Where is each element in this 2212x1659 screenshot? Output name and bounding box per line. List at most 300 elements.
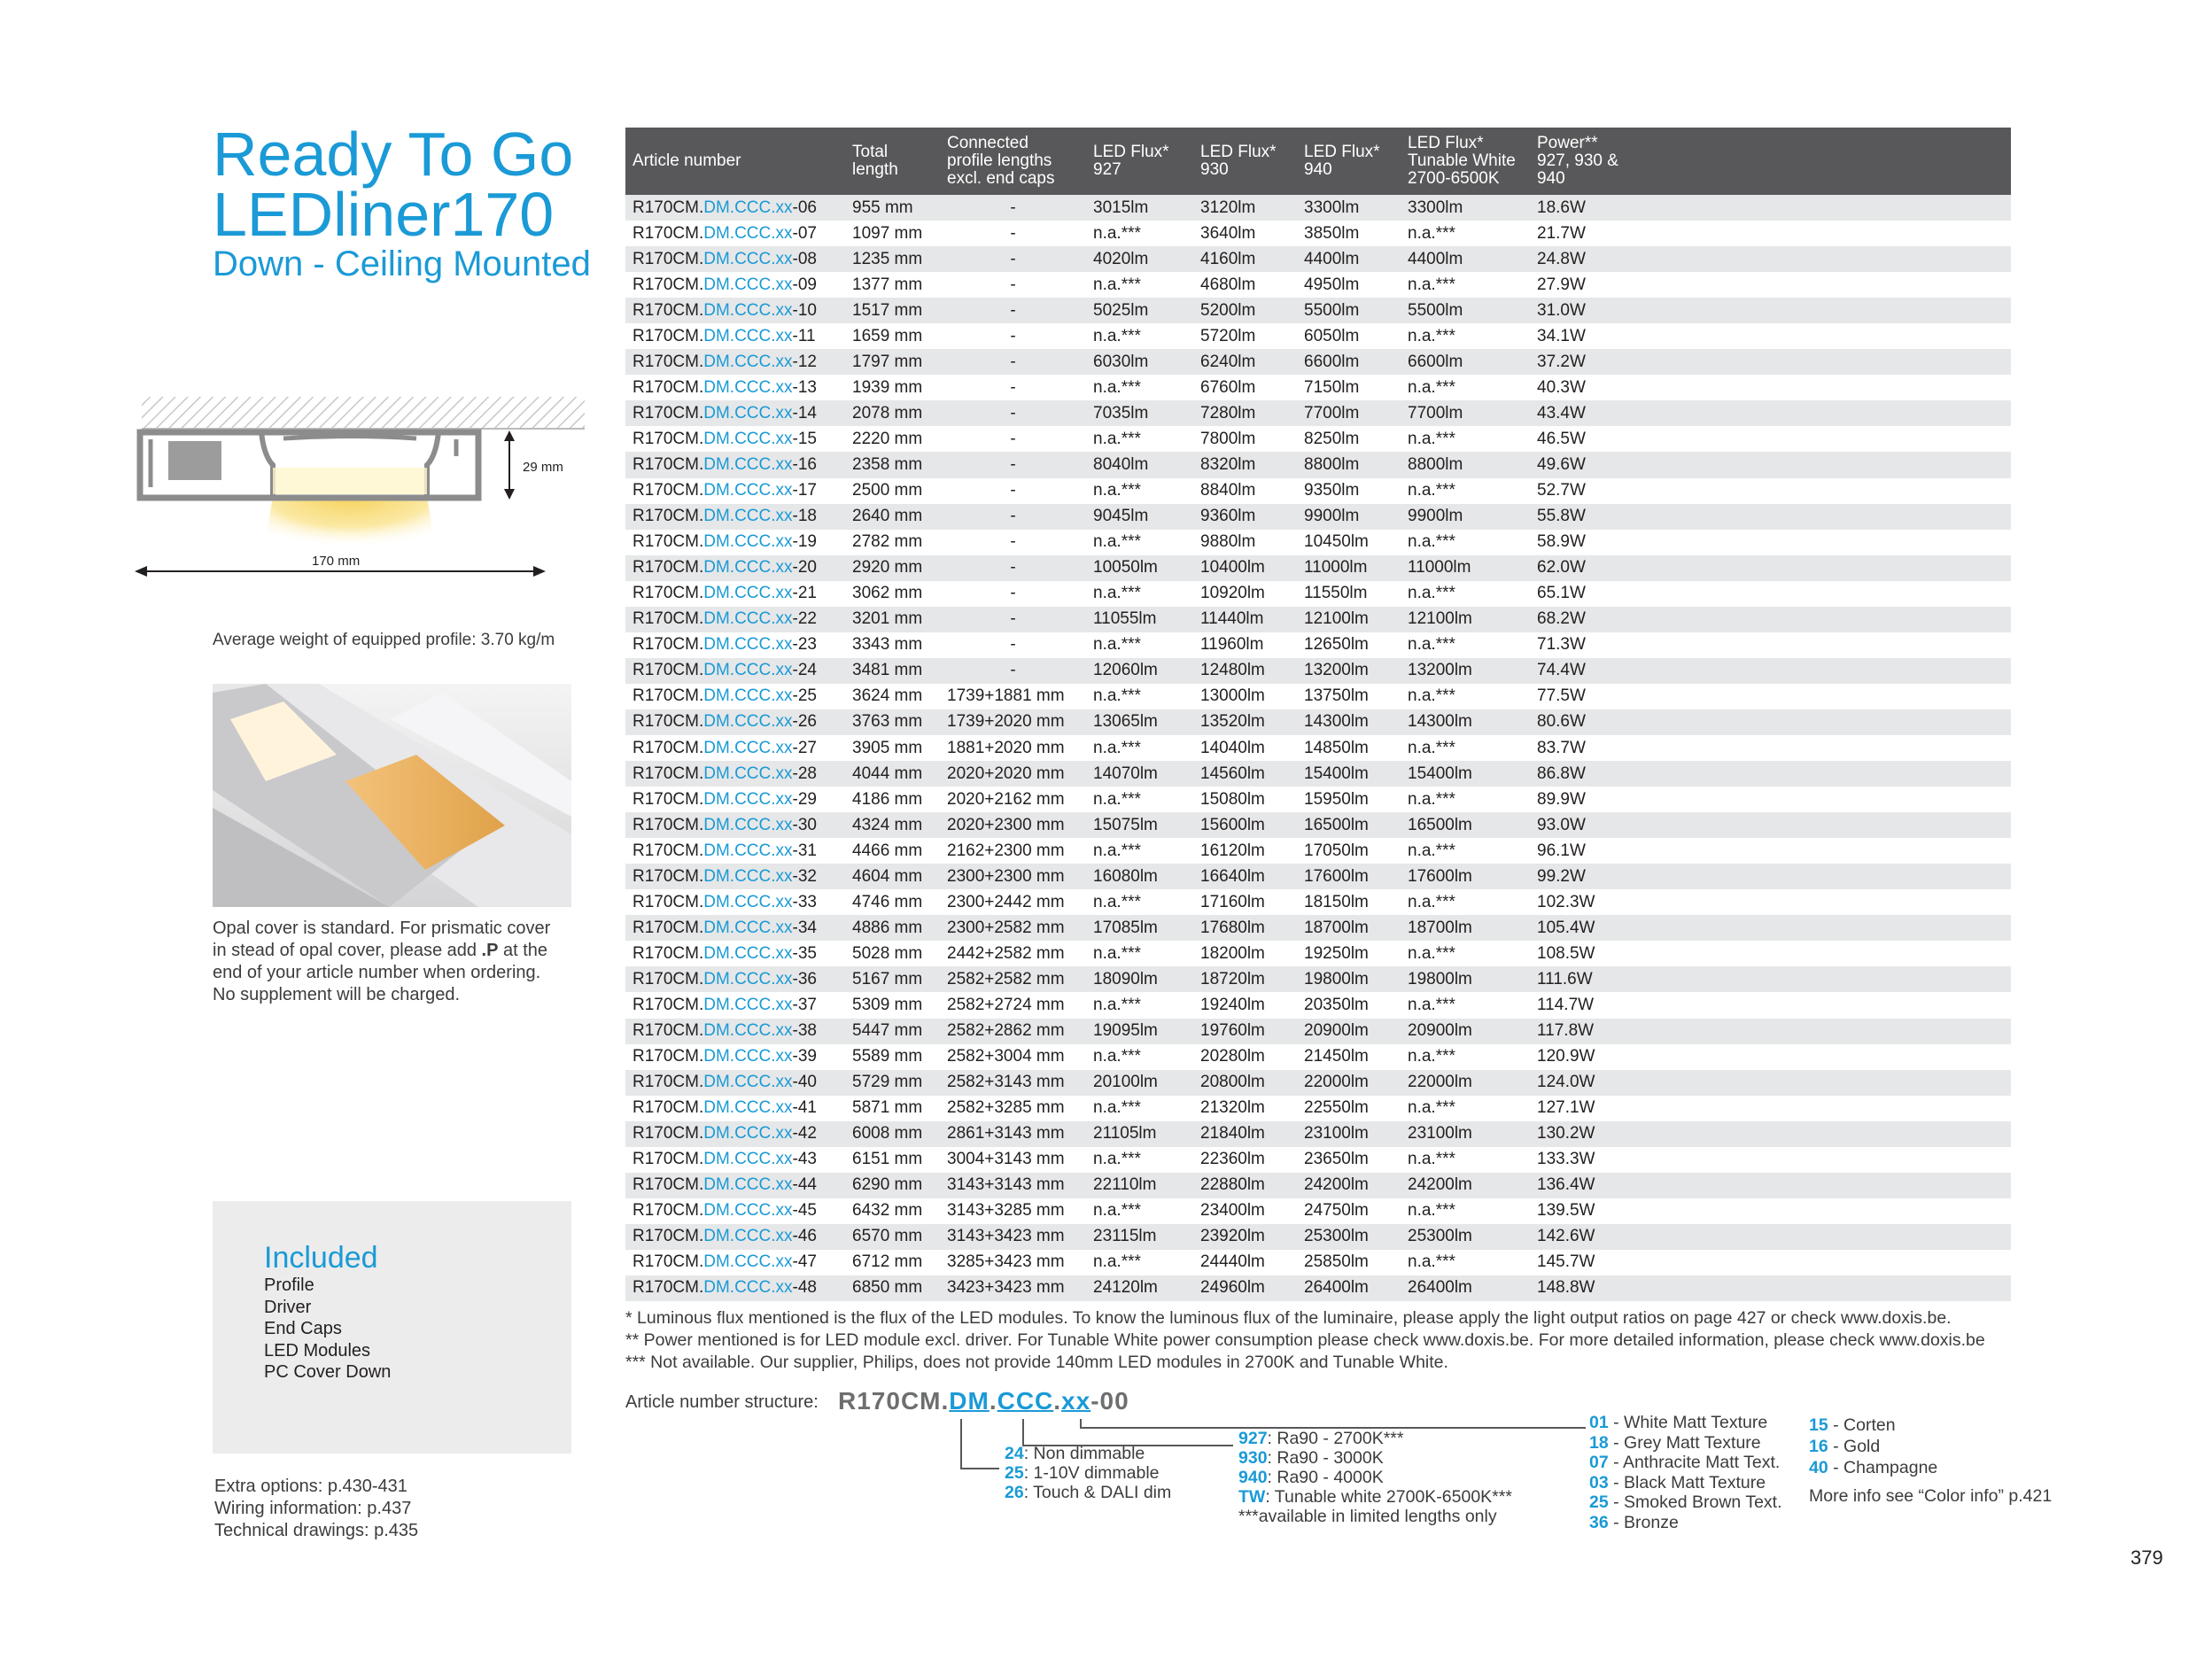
cell-flux-930: 16120lm: [1200, 841, 1265, 860]
cell-flux-930: 8320lm: [1193, 452, 1297, 477]
table-row: [625, 941, 2011, 966]
cell-flux-tunable-white: 4400lm: [1401, 246, 1530, 272]
cell-flux-930: 10920lm: [1200, 584, 1265, 603]
footnotes: [625, 1307, 1985, 1374]
cell-flux-930: 6760lm: [1200, 377, 1256, 397]
cell-flux-930: 20800lm: [1193, 1070, 1297, 1096]
cell-total-length: 3624 mm: [852, 686, 923, 706]
cct-option: 940: Ra90 - 4000K: [1238, 1468, 1384, 1487]
table-row: [625, 581, 2011, 607]
cell-power: 34.1W: [1537, 326, 1586, 345]
cell-power: 62.0W: [1530, 555, 2011, 581]
cell-flux-927: 22110lm: [1086, 1173, 1193, 1198]
cell-flux-940: 21450lm: [1304, 1047, 1369, 1066]
cell-total-length: 4886 mm: [845, 915, 940, 941]
cell-flux-tunable-white: 18700lm: [1401, 915, 1530, 941]
cell-total-length: 1097 mm: [852, 223, 923, 243]
cell-flux-927: n.a.***: [1093, 223, 1141, 243]
cell-total-length: 6290 mm: [845, 1173, 940, 1198]
cell-flux-tunable-white: n.a.***: [1408, 275, 1455, 294]
cell-flux-tunable-white: n.a.***: [1408, 1047, 1455, 1066]
cell-flux-940: 7150lm: [1304, 377, 1360, 397]
col-header-connected-lengths: Connected profile lengths excl. end caps: [940, 128, 1086, 195]
code-dot: .: [1053, 1387, 1062, 1415]
table-row: [625, 1147, 2011, 1173]
cell-flux-930: 23400lm: [1200, 1201, 1265, 1221]
col-header-article: Article number: [625, 128, 845, 195]
cell-connected-lengths: -: [940, 349, 1086, 375]
cell-flux-tunable-white: n.a.***: [1408, 429, 1455, 448]
cell-flux-tunable-white: n.a.***: [1408, 584, 1455, 603]
cell-flux-tunable-white: n.a.***: [1408, 1098, 1455, 1118]
cell-flux-tunable-white: 5500lm: [1401, 298, 1530, 323]
cell-article-number: R170CM.DM.CCC.xx-43: [633, 1150, 817, 1169]
cell-power: 49.6W: [1530, 452, 2011, 477]
wiring-info-ref: Wiring information: p.437: [214, 1499, 412, 1518]
cell-total-length: 1659 mm: [852, 326, 923, 345]
cell-total-length: 5167 mm: [845, 966, 940, 992]
cell-connected-lengths: -: [940, 607, 1086, 632]
table-header-row: [625, 128, 2011, 195]
cell-flux-927: n.a.***: [1093, 1047, 1141, 1066]
cell-flux-927: 9045lm: [1086, 504, 1193, 530]
dimming-option: 24: Non dimmable: [1005, 1444, 1145, 1463]
cell-flux-930: 8840lm: [1200, 481, 1256, 500]
cell-flux-927: 15075lm: [1086, 812, 1193, 838]
cell-flux-927: 6030lm: [1086, 349, 1193, 375]
cell-power: 139.5W: [1537, 1201, 1595, 1221]
list-item: LED Modules: [264, 1340, 371, 1361]
cell-power: 136.4W: [1530, 1173, 2011, 1198]
cell-flux-927: n.a.***: [1093, 686, 1141, 706]
page-subtitle: Down - Ceiling Mounted: [213, 244, 591, 283]
cell-article-number: R170CM.DM.CCC.xx-30: [625, 812, 845, 838]
cct-note: ***available in limited lengths only: [1238, 1507, 1497, 1526]
cell-connected-lengths: -: [1010, 635, 1016, 655]
color-option: 16 - Gold: [1809, 1437, 1881, 1456]
cell-power: 74.4W: [1530, 658, 2011, 684]
cell-flux-930: 22360lm: [1200, 1150, 1265, 1169]
color-option: 03 - Black Matt Texture: [1589, 1472, 1766, 1492]
cell-article-number: R170CM.DM.CCC.xx-45: [633, 1201, 817, 1221]
cell-power: 83.7W: [1537, 738, 1586, 757]
weight-note: Average weight of equipped profile: 3.70 kg/m: [213, 631, 555, 649]
list-item: Profile: [264, 1275, 314, 1295]
page-number: 379: [2131, 1547, 2163, 1569]
code-suffix: -00: [1090, 1387, 1129, 1415]
cell-connected-lengths: -: [940, 452, 1086, 477]
cell-flux-927: n.a.***: [1093, 584, 1141, 603]
cell-connected-lengths: -: [1010, 377, 1016, 397]
cell-flux-940: 20900lm: [1297, 1019, 1401, 1044]
cell-flux-tunable-white: n.a.***: [1408, 223, 1455, 243]
cell-article-number: R170CM.DM.CCC.xx-48: [625, 1275, 845, 1301]
cell-article-number: R170CM.DM.CCC.xx-11: [633, 326, 816, 345]
cell-flux-tunable-white: n.a.***: [1408, 738, 1455, 757]
cell-flux-tunable-white: n.a.***: [1408, 635, 1455, 655]
table-row: [625, 787, 2011, 812]
cell-flux-tunable-white: n.a.***: [1408, 943, 1455, 963]
cell-connected-lengths: 3423+3423 mm: [940, 1275, 1086, 1301]
cell-flux-940: 12650lm: [1304, 635, 1369, 655]
cell-flux-927: n.a.***: [1093, 429, 1141, 448]
extra-options-ref: Extra options: p.430-431: [214, 1477, 407, 1496]
table-row: [625, 426, 2011, 452]
cell-flux-927: 10050lm: [1086, 555, 1193, 581]
cell-flux-930: 12480lm: [1193, 658, 1297, 684]
cover-note-line3: end of your article number when ordering.: [213, 963, 541, 982]
cell-connected-lengths: 2442+2582 mm: [947, 943, 1065, 963]
cct-option: TW: Tunable white 2700K-6500K***: [1238, 1487, 1512, 1507]
cell-flux-940: 9900lm: [1297, 504, 1401, 530]
cell-total-length: 6712 mm: [852, 1252, 923, 1272]
cell-flux-940: 8800lm: [1297, 452, 1401, 477]
cell-connected-lengths: 2020+2020 mm: [940, 761, 1086, 787]
table-body: [625, 195, 2011, 1301]
cell-flux-tunable-white: 6600lm: [1401, 349, 1530, 375]
cell-flux-927: n.a.***: [1093, 532, 1141, 552]
cell-flux-930: 9360lm: [1193, 504, 1297, 530]
cell-flux-tunable-white: 24200lm: [1401, 1173, 1530, 1198]
table-row: [625, 452, 2011, 477]
cell-flux-927: n.a.***: [1093, 943, 1141, 963]
color-option: 15 - Corten: [1809, 1415, 1896, 1435]
cell-flux-940: 3850lm: [1304, 223, 1360, 243]
table-row: [625, 1121, 2011, 1147]
cell-flux-940: 7700lm: [1297, 400, 1401, 426]
cell-power: 80.6W: [1530, 709, 2011, 735]
cover-note-line4: No supplement will be charged.: [213, 985, 461, 1004]
cell-article-number: R170CM.DM.CCC.xx-40: [625, 1070, 845, 1096]
cell-flux-927: 19095lm: [1086, 1019, 1193, 1044]
cell-total-length: 5309 mm: [852, 995, 923, 1014]
cell-total-length: 2500 mm: [852, 481, 923, 500]
cell-flux-tunable-white: 3300lm: [1401, 195, 1530, 221]
cell-connected-lengths: 2582+3143 mm: [940, 1070, 1086, 1096]
cell-flux-930: 5720lm: [1200, 326, 1256, 345]
cell-flux-927: 13065lm: [1086, 709, 1193, 735]
table-row: [625, 400, 2011, 426]
cell-flux-927: n.a.***: [1093, 1150, 1141, 1169]
cover-note-line2: [213, 940, 550, 962]
cell-article-number: R170CM.DM.CCC.xx-47: [633, 1252, 817, 1272]
cell-flux-930: 11440lm: [1193, 607, 1297, 632]
table-row: [625, 1173, 2011, 1198]
cell-article-number: R170CM.DM.CCC.xx-37: [633, 995, 817, 1014]
table-row: [625, 530, 2011, 555]
cell-flux-940: 3300lm: [1297, 195, 1401, 221]
code-dimming-segment: DM: [949, 1387, 990, 1415]
cell-flux-tunable-white: 12100lm: [1401, 607, 1530, 632]
cell-flux-940: 18700lm: [1297, 915, 1401, 941]
cell-flux-tunable-white: n.a.***: [1408, 1150, 1455, 1169]
cell-flux-927: 7035lm: [1086, 400, 1193, 426]
cell-flux-930: 19240lm: [1200, 995, 1265, 1014]
cell-total-length: 3343 mm: [852, 635, 923, 655]
cell-article-number: R170CM.DM.CCC.xx-39: [633, 1047, 817, 1066]
cell-total-length: 2220 mm: [852, 429, 923, 448]
cell-flux-930: 23920lm: [1193, 1224, 1297, 1250]
cell-power: 117.8W: [1530, 1019, 2011, 1044]
included-title: Included: [264, 1241, 378, 1275]
cell-flux-tunable-white: 15400lm: [1401, 761, 1530, 787]
table-row: [625, 221, 2011, 246]
cell-flux-940: 23650lm: [1304, 1150, 1369, 1169]
cell-flux-940: 8250lm: [1304, 429, 1360, 448]
cell-flux-927: 14070lm: [1086, 761, 1193, 787]
cell-flux-940: 11000lm: [1297, 555, 1401, 581]
cell-connected-lengths: -: [940, 504, 1086, 530]
cell-power: 24.8W: [1530, 246, 2011, 272]
table-row: [625, 838, 2011, 864]
cell-flux-940: 25300lm: [1297, 1224, 1401, 1250]
cell-flux-940: 10450lm: [1304, 532, 1369, 552]
cell-connected-lengths: 2300+2300 mm: [940, 864, 1086, 889]
cell-flux-940: 14850lm: [1304, 738, 1369, 757]
table-row: [625, 915, 2011, 941]
cell-connected-lengths: -: [1010, 481, 1016, 500]
cell-flux-930: 22880lm: [1193, 1173, 1297, 1198]
cell-article-number: R170CM.DM.CCC.xx-36: [625, 966, 845, 992]
cell-flux-940: 23100lm: [1297, 1121, 1401, 1147]
cell-article-number: R170CM.DM.CCC.xx-29: [633, 789, 817, 809]
cell-flux-927: n.a.***: [1093, 377, 1141, 397]
cell-flux-930: 10400lm: [1193, 555, 1297, 581]
footnote-flux: * Luminous flux mentioned is the flux of the LED modules. To know the luminous flux of the luminaire, please apply the light output ratios on page 427 or check www.doxis.be.: [625, 1308, 1952, 1328]
cover-note: [213, 918, 550, 1006]
cell-flux-930: 14560lm: [1193, 761, 1297, 787]
cell-article-number: R170CM.DM.CCC.xx-10: [625, 298, 845, 323]
cell-total-length: 2078 mm: [845, 400, 940, 426]
cell-power: 133.3W: [1537, 1150, 1595, 1169]
code-prefix: R170CM.: [838, 1387, 950, 1415]
cell-connected-lengths: 2861+3143 mm: [940, 1121, 1086, 1147]
cell-total-length: 955 mm: [845, 195, 940, 221]
cell-flux-940: 22550lm: [1304, 1098, 1369, 1118]
code-cct-segment: CCC: [997, 1387, 1054, 1415]
cell-flux-927: 4020lm: [1086, 246, 1193, 272]
cell-connected-lengths: 1739+2020 mm: [940, 709, 1086, 735]
cell-flux-927: n.a.***: [1093, 995, 1141, 1014]
cell-flux-927: n.a.***: [1093, 275, 1141, 294]
cover-note-line1: Opal cover is standard. For prismatic cover: [213, 919, 551, 938]
cell-connected-lengths: 3143+3143 mm: [940, 1173, 1086, 1198]
cct-legend: [1238, 1429, 1512, 1526]
cell-flux-tunable-white: 14300lm: [1401, 709, 1530, 735]
cell-flux-tunable-white: 25300lm: [1401, 1224, 1530, 1250]
table-row: [625, 504, 2011, 530]
table-row: [625, 889, 2011, 915]
cell-flux-930: 16640lm: [1193, 864, 1297, 889]
cell-power: 130.2W: [1530, 1121, 2011, 1147]
cell-flux-tunable-white: n.a.***: [1408, 1201, 1455, 1221]
table-row: [625, 298, 2011, 323]
cell-power: 52.7W: [1537, 481, 1586, 500]
cell-total-length: 4044 mm: [845, 761, 940, 787]
footnote-power: ** Power mentioned is for LED module excl. driver. For Tunable White power consumption please check www.doxis.be. For more detailed information, please check www.doxis.be: [625, 1330, 1985, 1350]
cell-power: 27.9W: [1537, 275, 1586, 294]
dimming-option: 26: Touch & DALI dim: [1005, 1483, 1172, 1502]
cell-flux-tunable-white: n.a.***: [1408, 841, 1455, 860]
table-row: [625, 709, 2011, 735]
cell-flux-927: n.a.***: [1093, 738, 1141, 757]
cell-connected-lengths: -: [940, 195, 1086, 221]
cell-flux-930: 24440lm: [1200, 1252, 1265, 1272]
cell-total-length: 3905 mm: [852, 738, 923, 757]
code-color-segment: xx: [1061, 1387, 1091, 1415]
table-row: [625, 1019, 2011, 1044]
table-row: [625, 1044, 2011, 1070]
cell-flux-tunable-white: n.a.***: [1408, 377, 1455, 397]
cell-power: 111.6W: [1530, 966, 2011, 992]
cell-connected-lengths: 2300+2442 mm: [947, 892, 1065, 911]
cell-article-number: R170CM.DM.CCC.xx-32: [625, 864, 845, 889]
cell-flux-927: 17085lm: [1086, 915, 1193, 941]
cell-power: 148.8W: [1530, 1275, 2011, 1301]
cell-flux-tunable-white: 26400lm: [1401, 1275, 1530, 1301]
width-dimension-label: 170 mm: [312, 554, 361, 569]
cell-flux-927: n.a.***: [1093, 1201, 1141, 1221]
table-row: [625, 555, 2011, 581]
cell-flux-tunable-white: 23100lm: [1401, 1121, 1530, 1147]
cell-flux-tunable-white: n.a.***: [1408, 995, 1455, 1014]
table-row: [625, 375, 2011, 400]
cell-power: 108.5W: [1537, 943, 1595, 963]
cell-flux-940: 19250lm: [1304, 943, 1369, 963]
cell-total-length: 1797 mm: [845, 349, 940, 375]
cell-connected-lengths: 3143+3285 mm: [947, 1201, 1065, 1221]
prismatic-suffix: .P: [481, 941, 499, 960]
cell-flux-927: n.a.***: [1093, 789, 1141, 809]
extra-references: [214, 1476, 418, 1542]
cell-connected-lengths: 1881+2020 mm: [947, 738, 1065, 757]
cell-flux-930: 24960lm: [1193, 1275, 1297, 1301]
cell-article-number: R170CM.DM.CCC.xx-07: [633, 223, 817, 243]
cell-flux-940: 18150lm: [1304, 892, 1369, 911]
color-option: 18 - Grey Matt Texture: [1589, 1432, 1761, 1453]
cell-article-number: R170CM.DM.CCC.xx-21: [633, 584, 817, 603]
code-dot: .: [989, 1387, 997, 1415]
list-item: End Caps: [264, 1319, 342, 1338]
cell-flux-tunable-white: n.a.***: [1408, 892, 1455, 911]
cell-flux-tunable-white: n.a.***: [1408, 789, 1455, 809]
cell-article-number: R170CM.DM.CCC.xx-28: [625, 761, 845, 787]
cell-total-length: 1939 mm: [852, 377, 923, 397]
cell-connected-lengths: 3004+3143 mm: [947, 1150, 1065, 1169]
cell-power: 31.0W: [1530, 298, 2011, 323]
cell-power: 43.4W: [1530, 400, 2011, 426]
cell-connected-lengths: 2020+2162 mm: [947, 789, 1065, 809]
col-header-flux-927: LED Flux* 927: [1086, 128, 1193, 195]
cell-connected-lengths: -: [940, 400, 1086, 426]
cell-flux-tunable-white: 11000lm: [1401, 555, 1530, 581]
cell-power: 142.6W: [1530, 1224, 2011, 1250]
cell-flux-927: 5025lm: [1086, 298, 1193, 323]
cover-note-line2a: in stead of opal cover, please add: [213, 941, 482, 960]
cell-flux-940: 15950lm: [1304, 789, 1369, 809]
cell-connected-lengths: -: [1010, 275, 1016, 294]
cell-flux-940: 25850lm: [1304, 1252, 1369, 1272]
cell-flux-940: 13200lm: [1297, 658, 1401, 684]
cell-power: 58.9W: [1537, 532, 1586, 552]
cell-article-number: R170CM.DM.CCC.xx-18: [625, 504, 845, 530]
cell-flux-940: 5500lm: [1297, 298, 1401, 323]
cell-article-number: R170CM.DM.CCC.xx-08: [625, 246, 845, 272]
cell-flux-930: 18200lm: [1200, 943, 1265, 963]
cell-flux-930: 15600lm: [1193, 812, 1297, 838]
cell-total-length: 4604 mm: [845, 864, 940, 889]
cell-connected-lengths: -: [940, 298, 1086, 323]
cell-flux-tunable-white: 7700lm: [1401, 400, 1530, 426]
cell-total-length: 2640 mm: [845, 504, 940, 530]
structure-label: Article number structure:: [625, 1392, 819, 1412]
cell-article-number: R170CM.DM.CCC.xx-09: [633, 275, 817, 294]
cell-flux-930: 3120lm: [1193, 195, 1297, 221]
cell-article-number: R170CM.DM.CCC.xx-41: [633, 1098, 817, 1118]
cell-power: 102.3W: [1537, 892, 1595, 911]
cell-flux-940: 6050lm: [1304, 326, 1360, 345]
col-header-total-length: Total length: [845, 128, 940, 195]
cell-total-length: 4466 mm: [852, 841, 923, 860]
cell-total-length: 2358 mm: [845, 452, 940, 477]
table-row: [625, 323, 2011, 349]
cell-flux-930: 17160lm: [1200, 892, 1265, 911]
cell-flux-927: n.a.***: [1093, 841, 1141, 860]
cell-connected-lengths: -: [1010, 584, 1016, 603]
cct-option: 927: Ra90 - 2700K***: [1238, 1429, 1404, 1448]
cell-power: 105.4W: [1530, 915, 2011, 941]
cell-flux-tunable-white: 9900lm: [1401, 504, 1530, 530]
cell-total-length: 5729 mm: [845, 1070, 940, 1096]
list-item: PC Cover Down: [264, 1362, 392, 1382]
cell-flux-927: 18090lm: [1086, 966, 1193, 992]
table-row: [625, 349, 2011, 375]
cell-article-number: R170CM.DM.CCC.xx-35: [633, 943, 817, 963]
profile-cross-section-diagram: [106, 390, 629, 585]
cell-article-number: R170CM.DM.CCC.xx-44: [625, 1173, 845, 1198]
cell-flux-930: 4160lm: [1193, 246, 1297, 272]
col-header-flux-tunable-white: LED Flux* Tunable White 2700-6500K: [1401, 128, 1530, 195]
cell-flux-940: 14300lm: [1297, 709, 1401, 735]
cell-flux-927: 23115lm: [1086, 1224, 1193, 1250]
cell-total-length: 6570 mm: [845, 1224, 940, 1250]
cell-total-length: 4746 mm: [852, 892, 923, 911]
table-row: [625, 478, 2011, 504]
cell-flux-940: 11550lm: [1304, 584, 1368, 603]
cell-flux-927: n.a.***: [1093, 892, 1141, 911]
cell-flux-tunable-white: 8800lm: [1401, 452, 1530, 477]
cell-article-number: R170CM.DM.CCC.xx-33: [633, 892, 817, 911]
technical-drawings-ref: Technical drawings: p.435: [214, 1521, 419, 1540]
cell-article-number: R170CM.DM.CCC.xx-12: [625, 349, 845, 375]
cell-article-number: R170CM.DM.CCC.xx-14: [625, 400, 845, 426]
color-info-ref: More info see “Color info” p.421: [1809, 1486, 2053, 1506]
cell-power: 145.7W: [1537, 1252, 1595, 1272]
cell-flux-927: 12060lm: [1086, 658, 1193, 684]
cell-flux-930: 5200lm: [1193, 298, 1297, 323]
cell-flux-930: 7800lm: [1200, 429, 1256, 448]
cell-total-length: 5871 mm: [852, 1098, 923, 1118]
table-row: [625, 607, 2011, 632]
cell-flux-940: 19800lm: [1297, 966, 1401, 992]
cell-flux-tunable-white: n.a.***: [1408, 1252, 1455, 1272]
cell-flux-tunable-white: 16500lm: [1401, 812, 1530, 838]
cell-power: 55.8W: [1530, 504, 2011, 530]
cell-flux-tunable-white: 22000lm: [1401, 1070, 1530, 1096]
cell-total-length: 4324 mm: [845, 812, 940, 838]
cell-connected-lengths: 2582+2724 mm: [947, 995, 1065, 1014]
cell-connected-lengths: 2020+2300 mm: [940, 812, 1086, 838]
